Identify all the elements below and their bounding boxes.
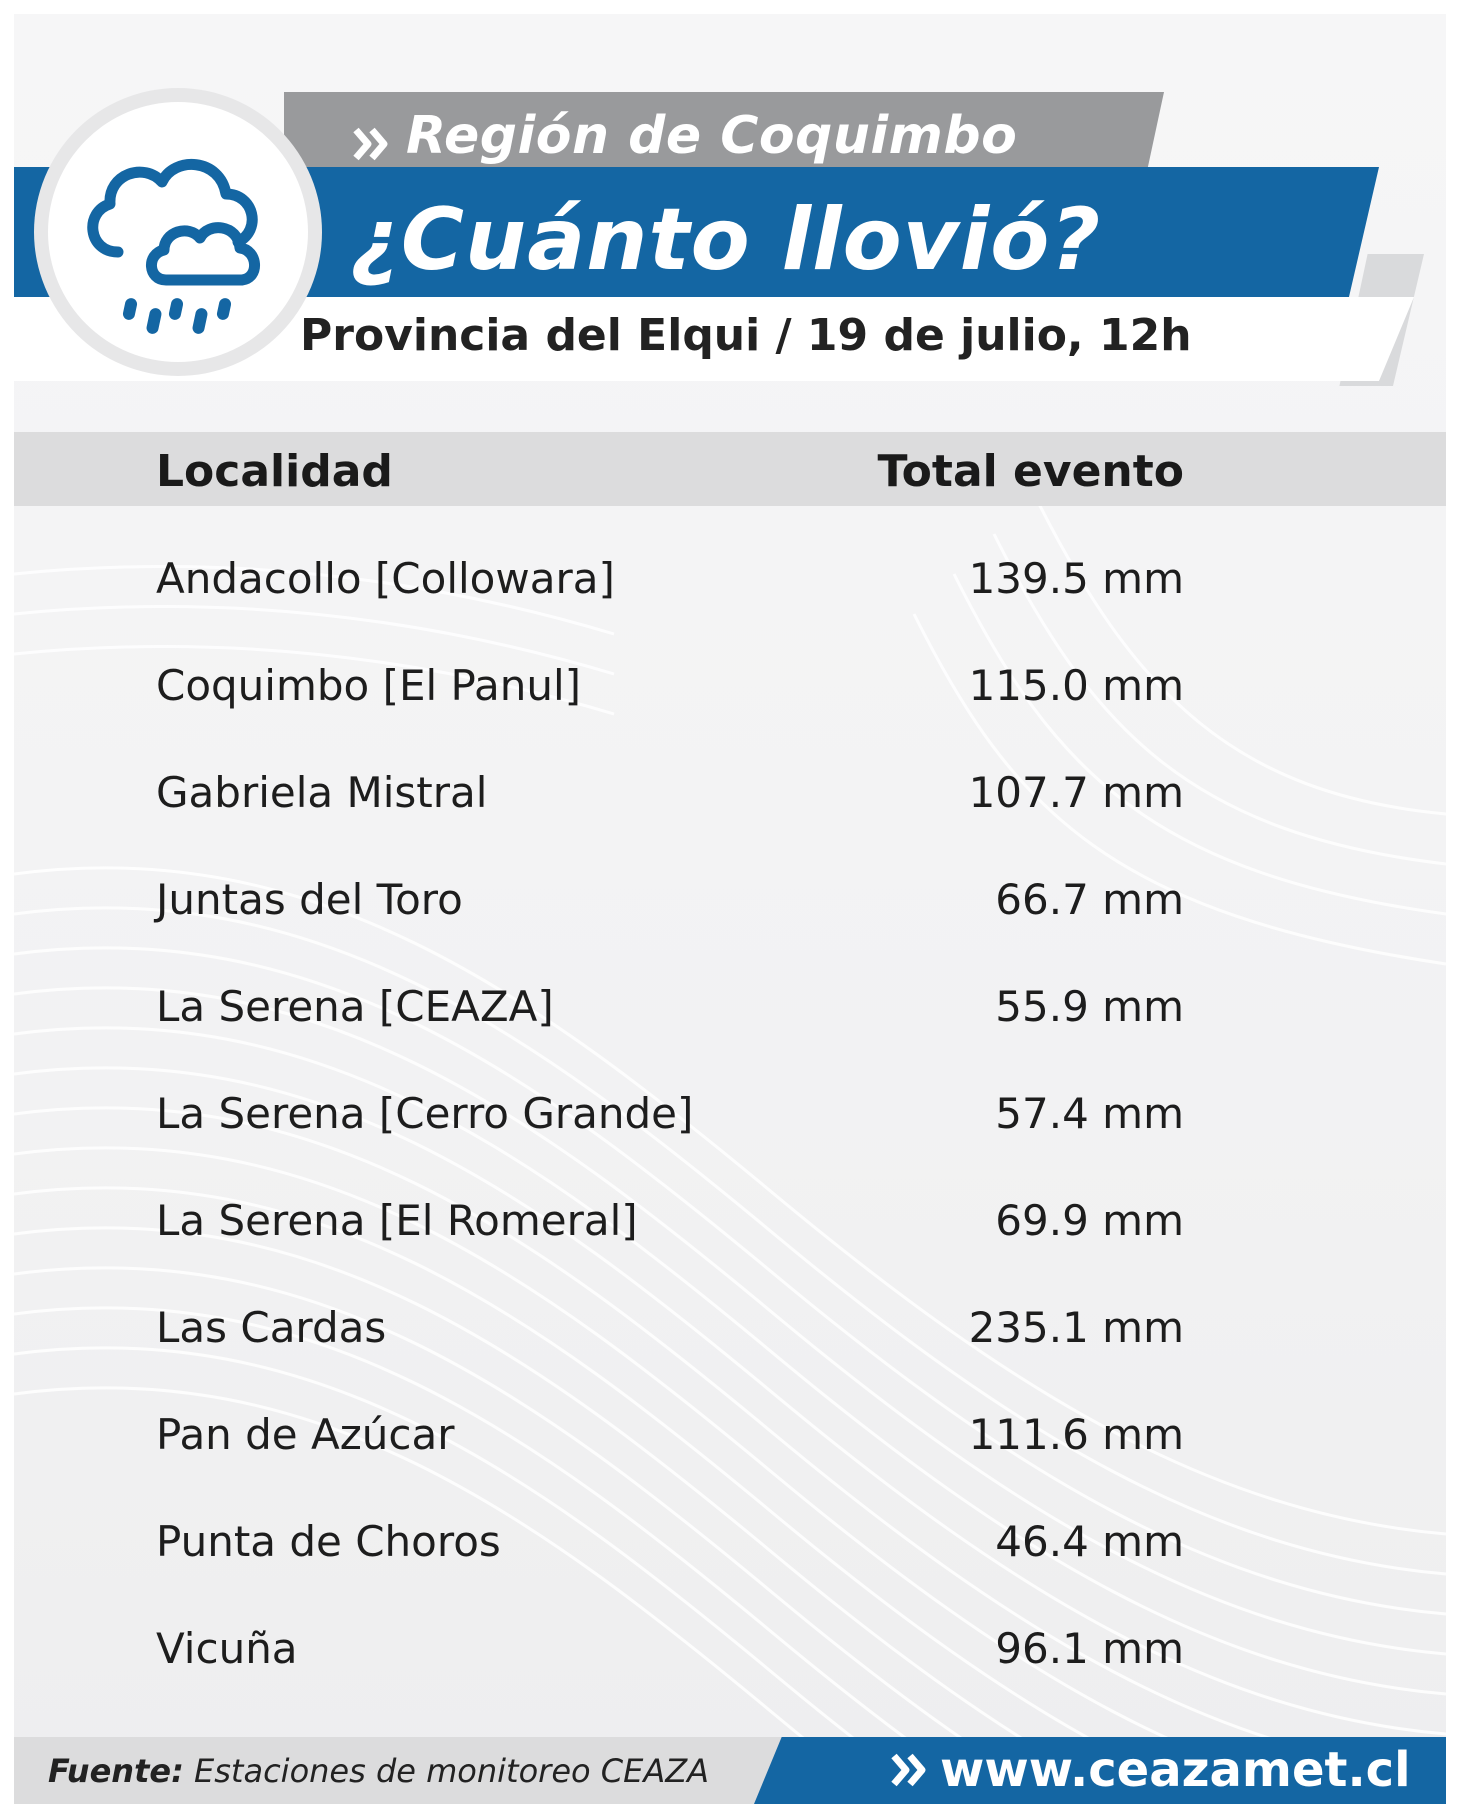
page-subtitle: Provincia del Elqui / 19 de julio, 12h [300,310,1192,361]
table-row [14,954,1446,1061]
table-row [14,1061,1446,1168]
row-total: 69.9 mm [995,1196,1184,1245]
source-note [48,1752,709,1790]
row-localidad: La Serena [CEAZA] [156,982,554,1031]
row-localidad: Pan de Azúcar [156,1410,455,1459]
table-row [14,1275,1446,1382]
row-total: 235.1 mm [968,1303,1184,1352]
website-link[interactable]: www.ceazamet.cl [940,1742,1411,1798]
row-total: 46.4 mm [995,1517,1184,1566]
column-header-localidad: Localidad [156,446,393,497]
table-row [14,740,1446,847]
table-row [14,1596,1446,1703]
table-body [14,526,1446,1703]
row-localidad: La Serena [Cerro Grande] [156,1089,694,1138]
row-localidad: Gabriela Mistral [156,768,488,817]
table-row [14,1382,1446,1489]
row-localidad: Juntas del Toro [156,875,463,924]
table-row [14,847,1446,954]
icon-badge [48,102,308,362]
row-localidad: Coquimbo [El Panul] [156,661,582,710]
source-text: Estaciones de monitoreo CEAZA [194,1752,710,1790]
column-header-total: Total evento [877,446,1184,497]
row-localidad: Vicuña [156,1624,298,1673]
infographic-card [14,14,1446,1804]
row-total: 66.7 mm [995,875,1184,924]
row-total: 111.6 mm [968,1410,1184,1459]
double-chevron-right-icon [352,126,392,162]
row-total: 107.7 mm [968,768,1184,817]
row-localidad: Andacollo [Collowara] [156,554,615,603]
rain-cloud-icon [48,102,308,362]
region-label: Región de Coquimbo [406,106,1018,166]
row-total: 96.1 mm [995,1624,1184,1673]
source-label: Fuente: [48,1752,184,1790]
double-chevron-right-icon [890,1752,930,1788]
row-total: 55.9 mm [995,982,1184,1031]
table-row [14,633,1446,740]
table-row [14,1489,1446,1596]
row-total: 57.4 mm [995,1089,1184,1138]
row-localidad: La Serena [El Romeral] [156,1196,638,1245]
page-title: ¿Cuánto llovió? [350,190,1102,290]
row-total: 115.0 mm [968,661,1184,710]
row-localidad: Punta de Choros [156,1517,501,1566]
row-localidad: Las Cardas [156,1303,387,1352]
table-header [14,432,1446,506]
row-total: 139.5 mm [968,554,1184,603]
table-row [14,1168,1446,1275]
table-row [14,526,1446,633]
